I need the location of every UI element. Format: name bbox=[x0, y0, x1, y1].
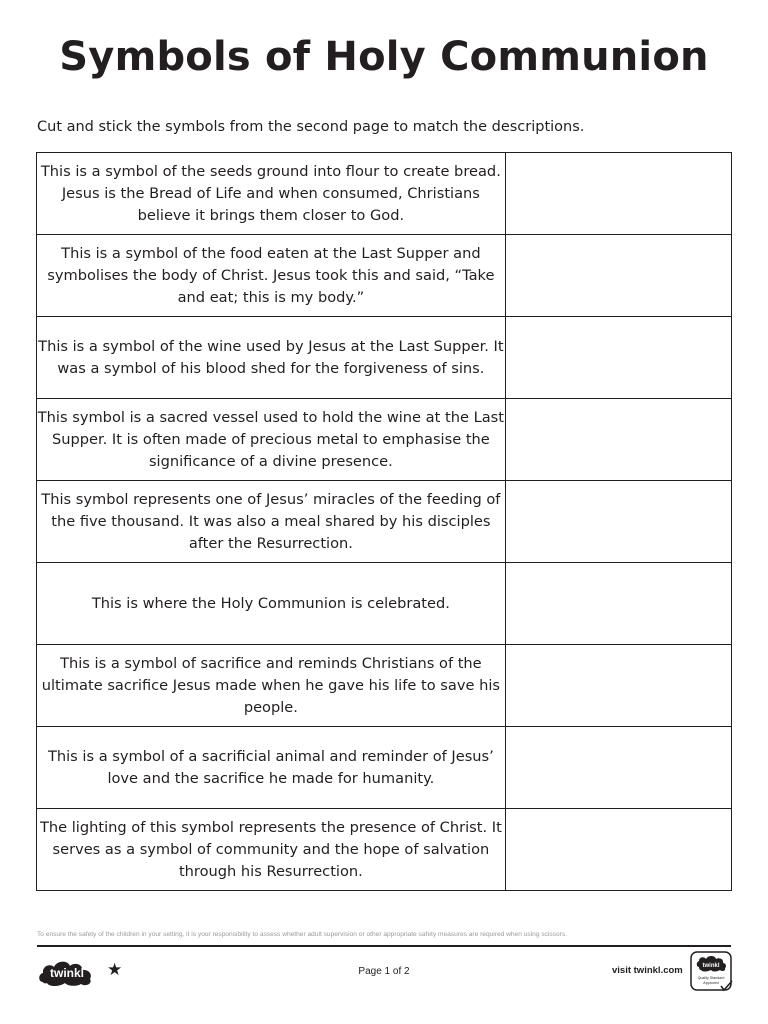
description-cell: This symbol represents one of Jesus’ miracles of the feeding of the five thousand. It was also a meal shared by his disciples after the Resurrection. bbox=[37, 481, 506, 563]
description-cell: This is a symbol of a sacrificial animal and reminder of Jesus’ love and the sacrifice he made for humanity. bbox=[37, 727, 506, 809]
table-row bbox=[37, 481, 732, 563]
table-row bbox=[37, 235, 732, 317]
matching-table bbox=[36, 152, 732, 891]
visit-link[interactable]: visit twinkl.com bbox=[612, 965, 683, 976]
table-row bbox=[37, 153, 732, 235]
answer-box bbox=[505, 399, 731, 481]
answer-box bbox=[505, 153, 731, 235]
badge-line2: Approved bbox=[703, 981, 719, 985]
description-cell: This is a symbol of sacrifice and reminds Christians of the ultimate sacrifice Jesus made when he gave his life to save his people. bbox=[37, 645, 506, 727]
answer-box bbox=[505, 317, 731, 399]
table-row bbox=[37, 563, 732, 645]
page-number: Page 1 of 2 bbox=[358, 966, 410, 977]
answer-box bbox=[505, 563, 731, 645]
description-cell: This is a symbol of the food eaten at the Last Supper and symbolises the body of Christ. Jesus took this and said, “Take and eat; this is my body.” bbox=[37, 235, 506, 317]
quality-badge-icon bbox=[690, 951, 734, 993]
description-cell: This symbol is a sacred vessel used to hold the wine at the Last Supper. It is often made of precious metal to emphasise the significance of a divine presence. bbox=[37, 399, 506, 481]
safety-note: To ensure the safety of the children in your setting, it is your responsibility to assess whether adult supervision or other appropriate safety measures are required when using scissors. bbox=[37, 931, 567, 938]
table-row bbox=[37, 399, 732, 481]
answer-box bbox=[505, 727, 731, 809]
footer-divider bbox=[37, 945, 731, 947]
answer-box bbox=[505, 645, 731, 727]
description-cell: The lighting of this symbol represents the presence of Christ. It serves as a symbol of community and the hope of salvation through his Resurrection. bbox=[37, 809, 506, 891]
table-row bbox=[37, 645, 732, 727]
star-icon[interactable]: ★ bbox=[107, 960, 123, 980]
description-cell: This is a symbol of the seeds ground into flour to create bread. Jesus is the Bread of Life and when consumed, Christians believe it brings them closer to God. bbox=[37, 153, 506, 235]
logo-text: twinkl bbox=[49, 966, 85, 980]
description-cell: This is a symbol of the wine used by Jesus at the Last Supper. It was a symbol of his blood shed for the forgiveness of sins. bbox=[37, 317, 506, 399]
answer-box bbox=[505, 235, 731, 317]
page-title: Symbols of Holy Communion bbox=[59, 34, 709, 80]
table-row bbox=[37, 727, 732, 809]
table-row bbox=[37, 809, 732, 891]
answer-box bbox=[505, 809, 731, 891]
table-row bbox=[37, 317, 732, 399]
badge-line1: Quality Standard bbox=[697, 976, 725, 980]
answer-box bbox=[505, 481, 731, 563]
instructions-text: Cut and stick the symbols from the second page to match the descriptions. bbox=[37, 119, 585, 135]
badge-logo-text: twinkl bbox=[702, 963, 720, 969]
description-cell: This is where the Holy Communion is celebrated. bbox=[37, 563, 506, 645]
